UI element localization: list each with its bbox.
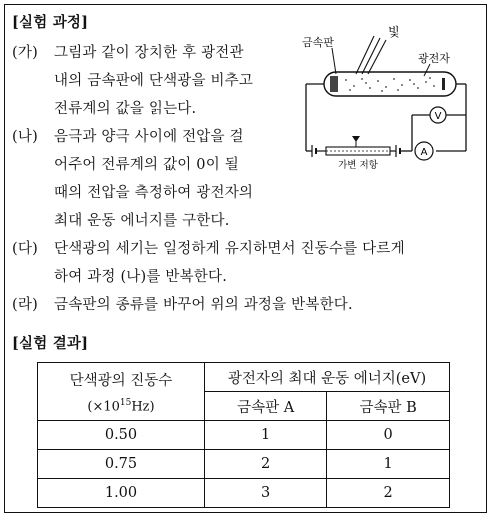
step-ga-line-1: 그림과 같이 장치한 후 광전관 [54,45,244,61]
table-row [38,450,450,479]
step-na-marker: (나) [12,129,38,145]
table-row [38,479,450,508]
step-da-marker: (다) [12,241,38,257]
table-row [38,421,450,450]
photoelectric-apparatus-diagram [296,18,486,188]
metal-plate-label: 금속판 [302,36,334,49]
metal-b-energy-cell: 2 [327,479,450,508]
metal-plate [330,76,338,92]
variable-resistor-label: 가변 저항 [338,160,378,171]
frequency-cell: 0.50 [38,421,205,450]
results-heading: [실험 결과] [12,335,89,352]
energy-header: 광전자의 최대 운동 에너지(eV) [205,363,450,392]
step-na-line-1: 음극과 양극 사이에 전압을 걸 [54,129,244,145]
frequency-unit: $(\times 10^{15}Hz)$ [87,397,155,415]
metal-a-energy-cell: 3 [205,479,327,508]
procedure-heading: [실험 과정] [12,14,89,31]
results-header-row-1 [38,363,450,392]
photoelectron-label: 광전자 [418,52,450,65]
step-na-line-4: 최대 운동 에너지를 구한다. [54,213,230,229]
step-na-line-2: 어주어 전류계의 값이 0이 될 [54,157,239,173]
metal-a-energy-cell: 1 [205,421,327,450]
step-ga-line-2: 내의 금속판에 단색광을 비추고 [54,73,254,89]
metal-b-energy-cell: 0 [327,421,450,450]
frequency-cell: 1.00 [38,479,205,508]
metal-a-header: 금속판 A [205,392,327,421]
step-ra-marker: (라) [12,297,38,313]
metal-b-energy-cell: 1 [327,450,450,479]
step-da-line-1: 단색광의 세기는 일정하게 유지하면서 진동수를 다르게 [54,241,405,257]
step-ga-marker: (가) [12,45,38,61]
metal-a-energy-cell: 2 [205,450,327,479]
circuit-wires [306,96,466,151]
voltmeter-symbol: V [434,111,442,122]
battery-left [312,145,326,157]
light-rays [356,36,386,74]
light-label: 빛 [388,25,400,39]
step-da-line-2: 하여 과정 (나)를 반복한다. [54,269,228,285]
frequency-header-cell [38,363,205,421]
battery-right [390,145,402,157]
step-ga-line-3: 전류계의 값을 읽는다. [54,101,197,117]
frequency-cell: 0.75 [38,450,205,479]
ammeter-symbol: A [420,147,428,158]
step-ra-line-1: 금속판의 종류를 바꾸어 위의 과정을 반복한다. [54,297,353,313]
metal-b-header: 금속판 B [327,392,450,421]
results-table [37,362,450,508]
step-na-line-3: 때의 전압을 측정하여 광전자의 [54,185,254,201]
frequency-header: 단색광의 진동수 [69,372,173,389]
phototube [324,72,456,96]
anode [442,78,445,90]
